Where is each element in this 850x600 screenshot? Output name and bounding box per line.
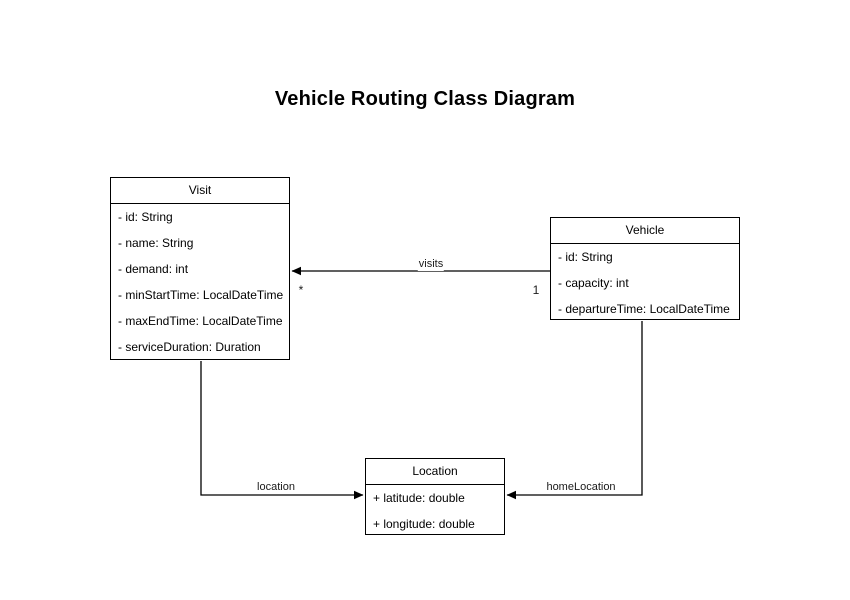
class-location-attributes bbox=[366, 485, 504, 537]
attribute-row: + latitude: double bbox=[373, 491, 465, 505]
attribute-row: - name: String bbox=[118, 236, 194, 250]
edge-label-visits: visits bbox=[418, 258, 444, 270]
edge-location[interactable] bbox=[201, 361, 363, 495]
attribute-row: - maxEndTime: LocalDateTime bbox=[118, 314, 283, 328]
attribute-row: - id: String bbox=[118, 210, 173, 224]
edge-home-location[interactable] bbox=[507, 321, 642, 495]
multiplicity-visits-source: 1 bbox=[532, 283, 540, 297]
attribute-row: - minStartTime: LocalDateTime bbox=[118, 288, 284, 302]
attribute-row: - id: String bbox=[558, 250, 613, 264]
multiplicity-visits-target: * bbox=[298, 283, 304, 297]
attribute-row: - demand: int bbox=[118, 262, 189, 276]
edge-label-location: location bbox=[257, 481, 295, 493]
edge-label-home-location: homeLocation bbox=[546, 481, 616, 493]
class-visit[interactable] bbox=[110, 177, 290, 360]
class-vehicle-attributes bbox=[551, 244, 739, 322]
attribute-row: - departureTime: LocalDateTime bbox=[558, 302, 730, 316]
attribute-row: - capacity: int bbox=[558, 276, 629, 290]
class-visit-name: Visit bbox=[111, 178, 289, 204]
class-vehicle-name: Vehicle bbox=[551, 218, 739, 244]
class-visit-attributes bbox=[111, 204, 289, 360]
class-vehicle[interactable] bbox=[550, 217, 740, 320]
diagram-title: Vehicle Routing Class Diagram bbox=[274, 88, 576, 110]
class-location[interactable] bbox=[365, 458, 505, 535]
class-location-name: Location bbox=[366, 459, 504, 485]
attribute-row: + longitude: double bbox=[373, 517, 475, 531]
attribute-row: - serviceDuration: Duration bbox=[118, 340, 261, 354]
